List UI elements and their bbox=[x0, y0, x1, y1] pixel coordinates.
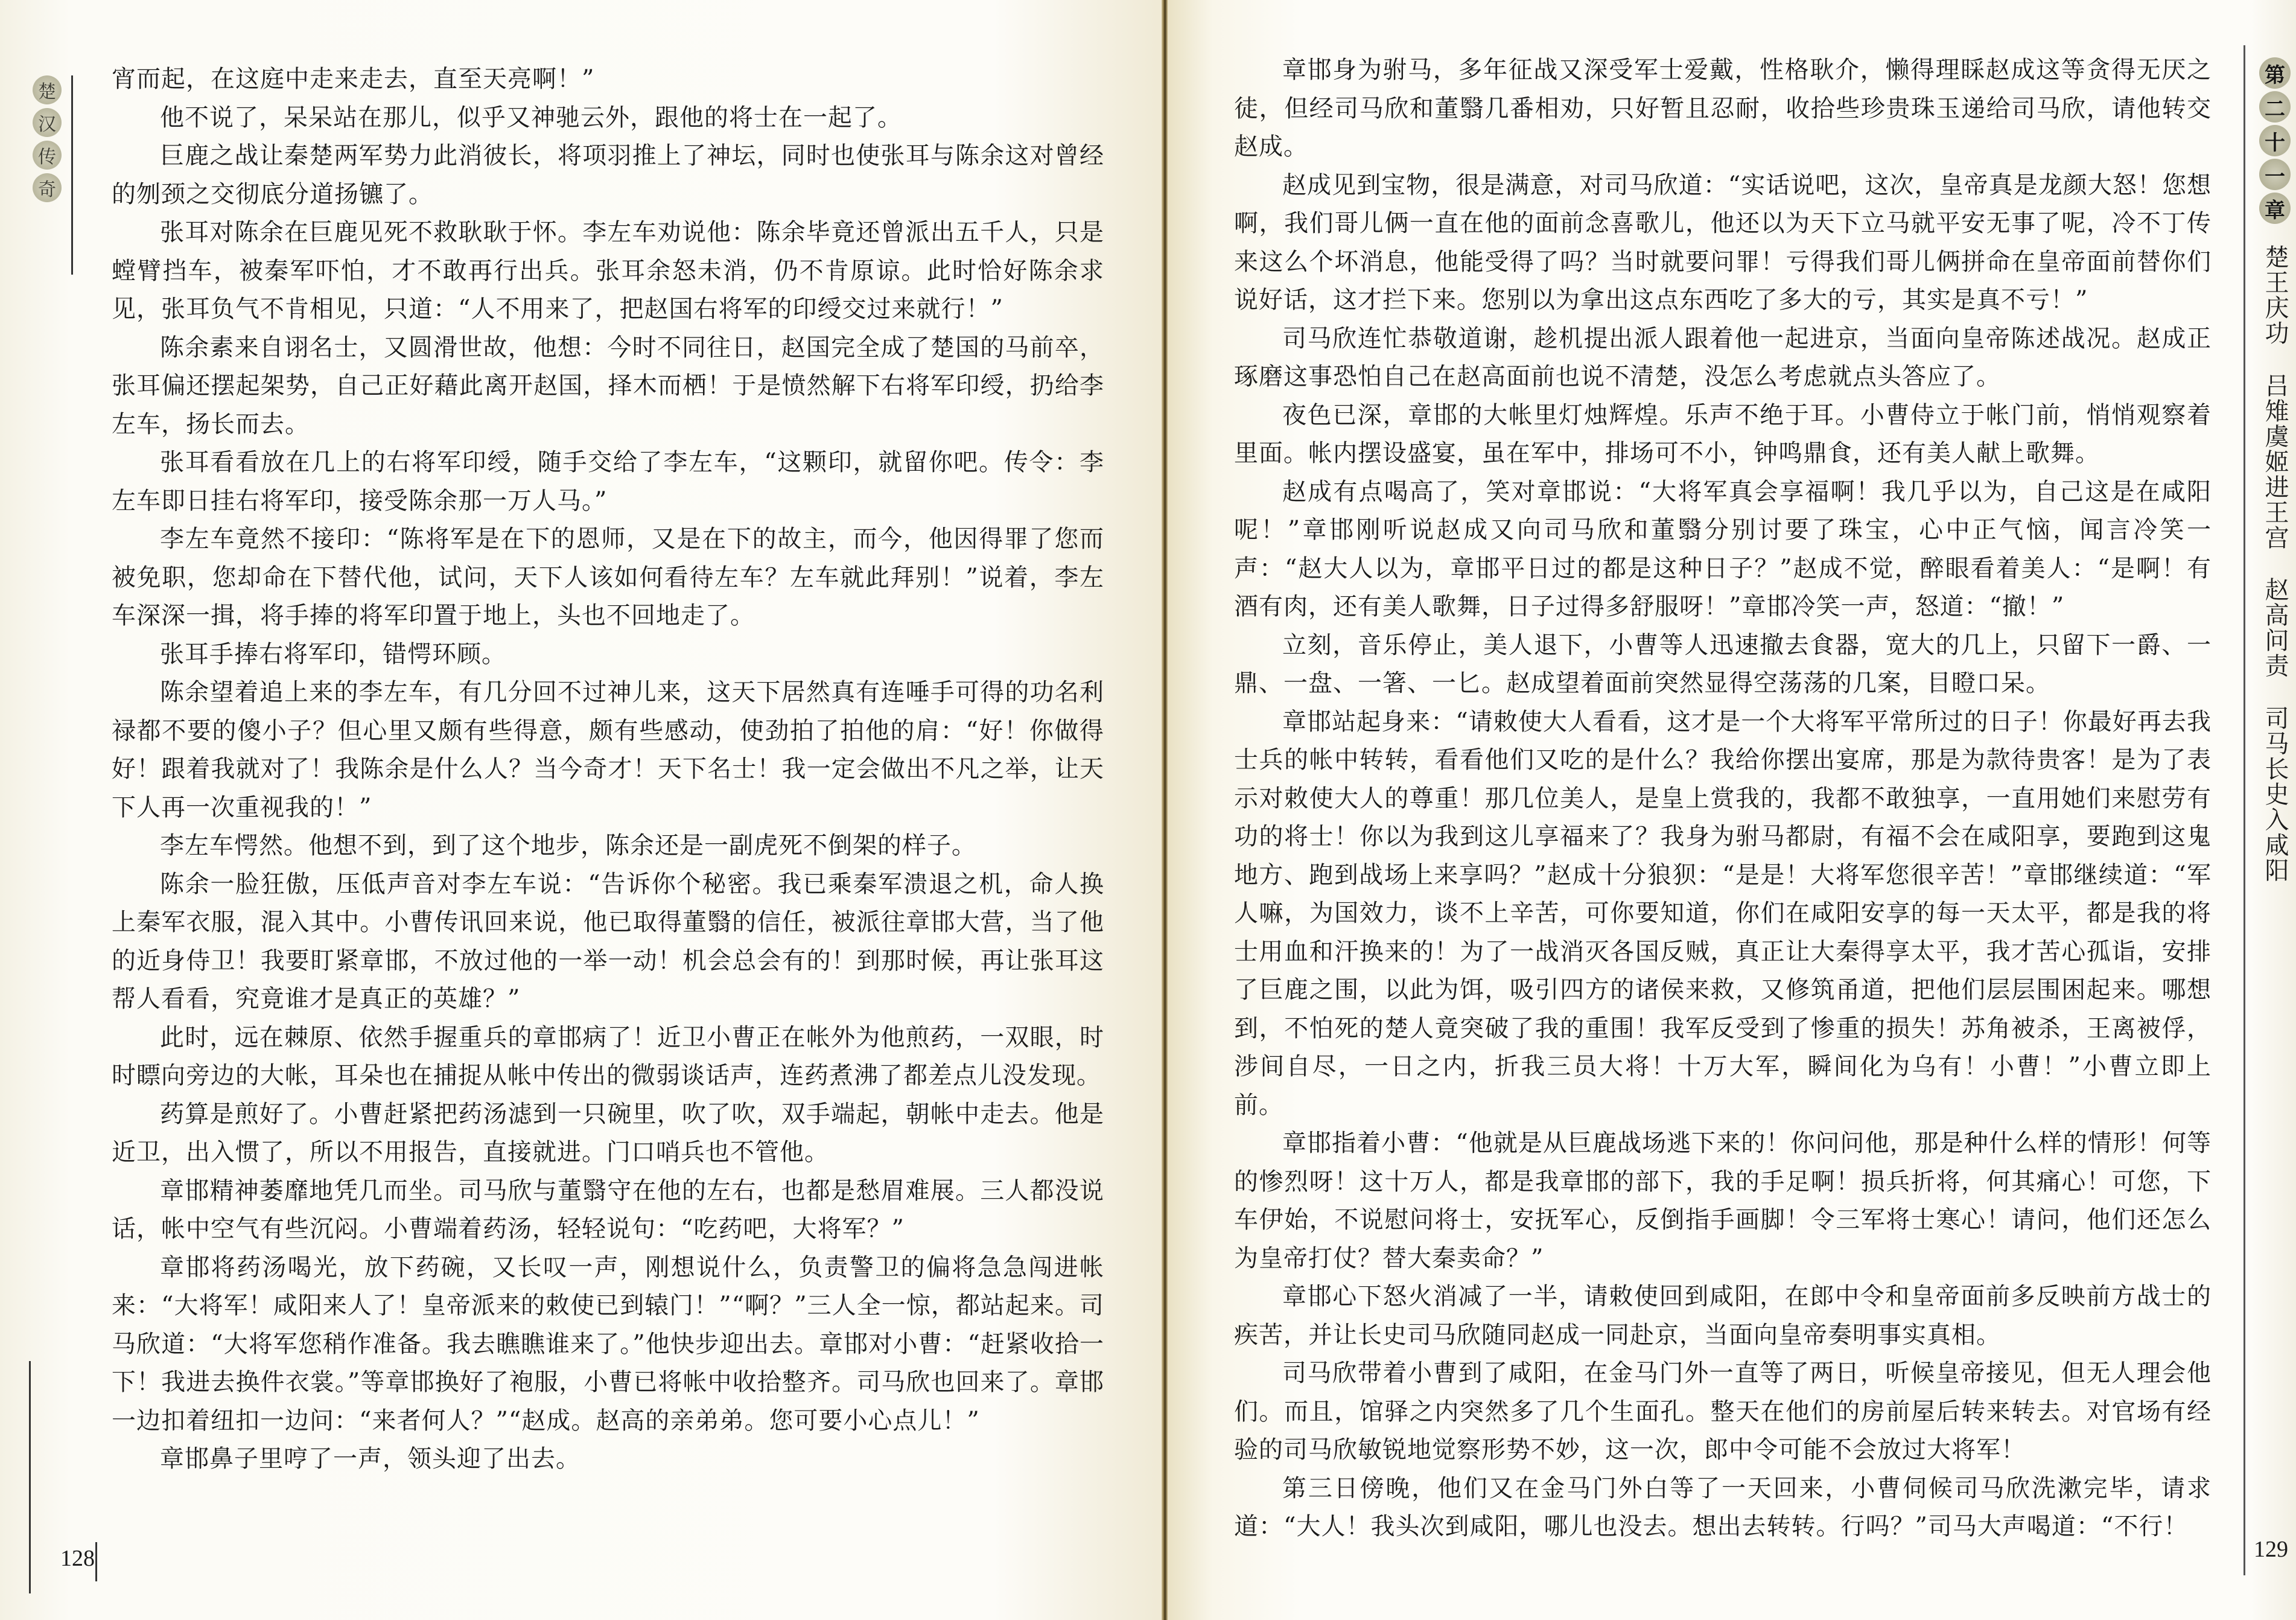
paragraph: 陈余素来自诩名士，又圆滑世故，他想：今时不同往日，赵国完全成了楚国的马前卒，张耳偏还摆起架势，自己正好藉此离开赵国，择木而栖！于是愤然解下右将军印绶，扔给李左车，扬长而去。 bbox=[112, 333, 1104, 438]
paragraph: 赵成见到宝物，很是满意，对司马欣道：“实话说吧，这次，皇帝真是龙颜大怒！您想啊，我们哥儿俩一直在他的面前念喜歌儿，他还以为天下立马就平安无事了呢，冷不丁传来这么个坏消息，他能受得了吗？当时就要问罪！亏得我们哥儿俩拼命在皇帝面前替你们说好话，这才拦下来。您别以为拿出这点东西吃了多大的亏，其实是真不亏！” bbox=[1234, 171, 2212, 314]
margin-rule bbox=[71, 75, 73, 275]
chapter-section-title: 吕雉虞姬进王宫 bbox=[2261, 372, 2289, 550]
page-number: 128 bbox=[60, 1546, 95, 1571]
paragraph: 宵而起，在这庭中走来走去，直至天亮啊！” bbox=[112, 65, 595, 93]
book-gutter bbox=[1162, 0, 1168, 1620]
chapter-char-medallion: 章 bbox=[2259, 193, 2291, 224]
paragraph: 他不说了，呆呆站在那儿，似乎又神驰云外，跟他的将士在一起了。 bbox=[160, 103, 902, 132]
page-number: 129 bbox=[2254, 1537, 2288, 1562]
chapter-running-head bbox=[2257, 57, 2293, 901]
paragraph: 巨鹿之战让秦楚两军势力此消彼长，将项羽推上了神坛，同时也使张耳与陈余这对曾经的刎颈之交彻底分道扬镳了。 bbox=[112, 142, 1104, 208]
chapter-section-title: 赵高问责 bbox=[2261, 577, 2289, 679]
title-char-medallion: 汉 bbox=[33, 108, 62, 137]
paragraph: 章邯鼻子里哼了一声，领头迎了出去。 bbox=[160, 1445, 580, 1473]
margin-rule-right bbox=[2244, 45, 2245, 1575]
left-page-body bbox=[112, 60, 1104, 1479]
paragraph: 张耳手捧右将军印，错愕环顾。 bbox=[160, 640, 506, 668]
chapter-char-medallion: 第 bbox=[2259, 57, 2291, 89]
paragraph: 司马欣带着小曹到了咸阳，在金马门外一直等了两日，听候皇帝接见，但无人理会他们。而且，馆驿之内突然多了几个生面孔。整天在他们的房前屋后转来转去。对官场有经验的司马欣敏锐地觉察形势不妙，这一次，郎中令可能不会放过大将军！ bbox=[1234, 1359, 2212, 1464]
right-page bbox=[1168, 0, 2296, 1620]
book-title-running-head bbox=[31, 75, 63, 202]
paragraph: 章邯精神萎靡地凭几而坐。司马欣与董翳守在他的左右，也都是愁眉难展。三人都没说话，帐中空气有些沉闷。小曹端着药汤，轻轻说句：“吃药吧，大将军？” bbox=[112, 1176, 1104, 1243]
chapter-char-medallion: 二 bbox=[2259, 91, 2291, 123]
margin-rule-bottom bbox=[29, 1361, 31, 1593]
chapter-char-medallion: 十 bbox=[2259, 125, 2291, 156]
paragraph: 陈余一脸狂傲，压低声音对李左车说：“告诉你个秘密。我已乘秦军溃退之机，命人换上秦军衣服，混入其中。小曹传讯回来说，他已取得董翳的信任，被派往章邯大营，当了他的近身侍卫！我要盯紧章邯，不放过他的一举一动！机会总会有的！到那时候，再让张耳这帮人看看，究竟谁才是真正的英雄？” bbox=[112, 870, 1104, 1013]
title-char-medallion: 奇 bbox=[33, 173, 62, 202]
paragraph: 章邯指着小曹：“他就是从巨鹿战场逃下来的！你问问他，那是种什么样的情形！何等的惨烈呀！这十万人，都是我章邯的部下，我的手足啊！损兵折将，何其痛心！可您，下车伊始，不说慰问将士，安抚军心，反倒指手画脚！令三军将士寒心！请问，他们还怎么为皇帝打仗？替大秦卖命？” bbox=[1234, 1129, 2212, 1272]
paragraph: 李左车竟然不接印：“陈将军是在下的恩师，又是在下的故主，而今，他因得罪了您而被免职，您却命在下替代他，试问，天下人该如何看待左车？左车就此拜别！”说着，李左车深深一揖，将手捧的将军印置于地上，头也不回地走了。 bbox=[112, 525, 1104, 630]
paragraph: 司马欣连忙恭敬道谢，趁机提出派人跟着他一起进京，当面向皇帝陈述战况。赵成正琢磨这事恐怕自己在赵高面前也说不清楚，没怎么考虑就点头答应了。 bbox=[1234, 324, 2212, 391]
paragraph: 陈余望着追上来的李左车，有几分回不过神儿来，这天下居然真有连唾手可得的功名利禄都不要的傻小子？但心里又颇有些得意，颇有些感动，使劲拍了拍他的肩：“好！你做得好！跟着我就对了！我陈余是什么人？当今奇才！天下名士！我一定会做出不凡之举，让天下人再一次重视我的！” bbox=[112, 678, 1104, 821]
paragraph: 此时，远在棘原、依然手握重兵的章邯病了！近卫小曹正在帐外为他煎药，一双眼，时时瞟向旁边的大帐，耳朵也在捕捉从帐中传出的微弱谈话声，连药煮沸了都差点儿没发现。 bbox=[112, 1023, 1104, 1089]
chapter-section-titles bbox=[2259, 244, 2291, 901]
paragraph: 第三日傍晚，他们又在金马门外白等了一天回来，小曹伺候司马欣洗漱完毕，请求道：“大人！我头次到咸阳，哪儿也没去。想出去转转。行吗？”司马大声喝道：“不行！ bbox=[1234, 1474, 2212, 1540]
paragraph: 章邯将药汤喝光，放下药碗，又长叹一声，刚想说什么，负责警卫的偏将急急闯进帐来：“大将军！咸阳来人了！皇帝派来的敕使已到辕门！”“啊？”三人全一惊，都站起来。司马欣道：“大将军您稍作准备。我去瞧瞧谁来了。”他快步迎出去。章邯对小曹：“赶紧收拾一下！我进去换件衣裳。”等章邯换好了袍服，小曹已将帐中收拾整齐。司马欣也回来了。章邯一边扣着纽扣一边问：“来者何人？”“赵成。赵高的亲弟弟。您可要小心点儿！” bbox=[112, 1253, 1104, 1435]
paragraph: 药算是煎好了。小曹赶紧把药汤滤到一只碗里，吹了吹，双手端起，朝帐中走去。他是近卫，出入惯了，所以不用报告，直接就进。门口哨兵也不管他。 bbox=[112, 1100, 1104, 1166]
chapter-section-title: 司马长史入咸阳 bbox=[2261, 706, 2289, 884]
paragraph: 张耳看看放在几上的右将军印绶，随手交给了李左车，“这颗印，就留你吧。传令：李左车即日挂右将军印，接受陈余那一万人马。” bbox=[112, 448, 1104, 515]
page-number-rule bbox=[95, 1542, 97, 1581]
right-page-body bbox=[1234, 51, 2212, 1546]
paragraph: 张耳对陈余在巨鹿见死不救耿耿于怀。李左车劝说他：陈余毕竟还曾派出五千人，只是螳臂挡车，被秦军吓怕，才不敢再行出兵。张耳余怒未消，仍不肯原谅。此时恰好陈余求见，张耳负气不肯相见，只道：“人不用来了，把赵国右将军的印绶交过来就行！” bbox=[112, 218, 1104, 323]
title-char-medallion: 传 bbox=[33, 141, 62, 170]
paragraph: 李左车愕然。他想不到，到了这个地步，陈余还是一副虎死不倒架的样子。 bbox=[160, 832, 976, 859]
paragraph: 章邯心下怒火消减了一半，请敕使回到咸阳，在郎中令和皇帝面前多反映前方战士的疾苦，并让长史司马欣随同赵成一同赴京，当面向皇帝奏明事实真相。 bbox=[1234, 1283, 2212, 1349]
paragraph: 立刻，音乐停止，美人退下，小曹等人迅速撤去食器，宽大的几上，只留下一爵、一鼎、一盘、一箸、一匕。赵成望着面前突然显得空荡荡的几案，目瞪口呆。 bbox=[1234, 631, 2212, 697]
paragraph: 赵成有点喝高了，笑对章邯说：“大将军真会享福啊！我几乎以为，自己这是在咸阳呢！”章邯刚听说赵成又向司马欣和董翳分别讨要了珠宝，心中正气恼，闻言冷笑一声：“赵大人以为，章邯平日过的都是这种日子？”赵成不觉，醉眼看着美人：“是啊！有酒有肉，还有美人歌舞，日子过得多舒服呀！”章邯冷笑一声，怒道：“撤！” bbox=[1234, 477, 2212, 620]
paragraph: 夜色已深，章邯的大帐里灯烛辉煌。乐声不绝于耳。小曹侍立于帐门前，悄悄观察着里面。帐内摆设盛宴，虽在军中，排场可不小，钟鸣鼎食，还有美人献上歌舞。 bbox=[1234, 401, 2212, 467]
title-char-medallion: 楚 bbox=[33, 75, 62, 104]
chapter-char-medallion: 一 bbox=[2259, 159, 2291, 190]
paragraph: 章邯身为驸马，多年征战又深受军士爱戴，性格耿介，懒得理睬赵成这等贪得无厌之徒，但经司马欣和董翳几番相劝，只好暂且忍耐，收拾些珍贵珠玉递给司马欣，请他转交赵成。 bbox=[1234, 56, 2212, 161]
paragraph: 章邯站起身来：“请敕使大人看看，这才是一个大将军平常所过的日子！你最好再去我士兵的帐中转转，看看他们又吃的是什么？我给你摆出宴席，那是为款待贵客！是为了表示对敕使大人的尊重！那几位美人，是皇上赏我的，我都不敢独享，一直用她们来慰劳有功的将士！你以为我到这儿享福来了？我身为驸马都尉，有福不会在咸阳享，要跑到这鬼地方、跑到战场上来享吗？”赵成十分狼狈：“是是！大将军您很辛苦！”章邯继续道：“军人嘛，为国效力，谈不上辛苦，可你要知道，你们在咸阳安享的每一天太平，都是我的将士用血和汗换来的！为了一战消灭各国反贼，真正让大秦得享太平，我才苦心孤诣，安排了巨鹿之围，以此为饵，吸引四方的诸侯来救，又修筑甬道，把他们层层围困起来。哪想到，不怕死的楚人竟突破了我的重围！我军反受到了惨重的损失！苏角被杀，王离被俘，涉间自尽，一日之内，折我三员大将！十万大军，瞬间化为乌有！小曹！”小曹立即上前。 bbox=[1234, 707, 2212, 1119]
chapter-section-title: 楚王庆功 bbox=[2261, 244, 2289, 346]
